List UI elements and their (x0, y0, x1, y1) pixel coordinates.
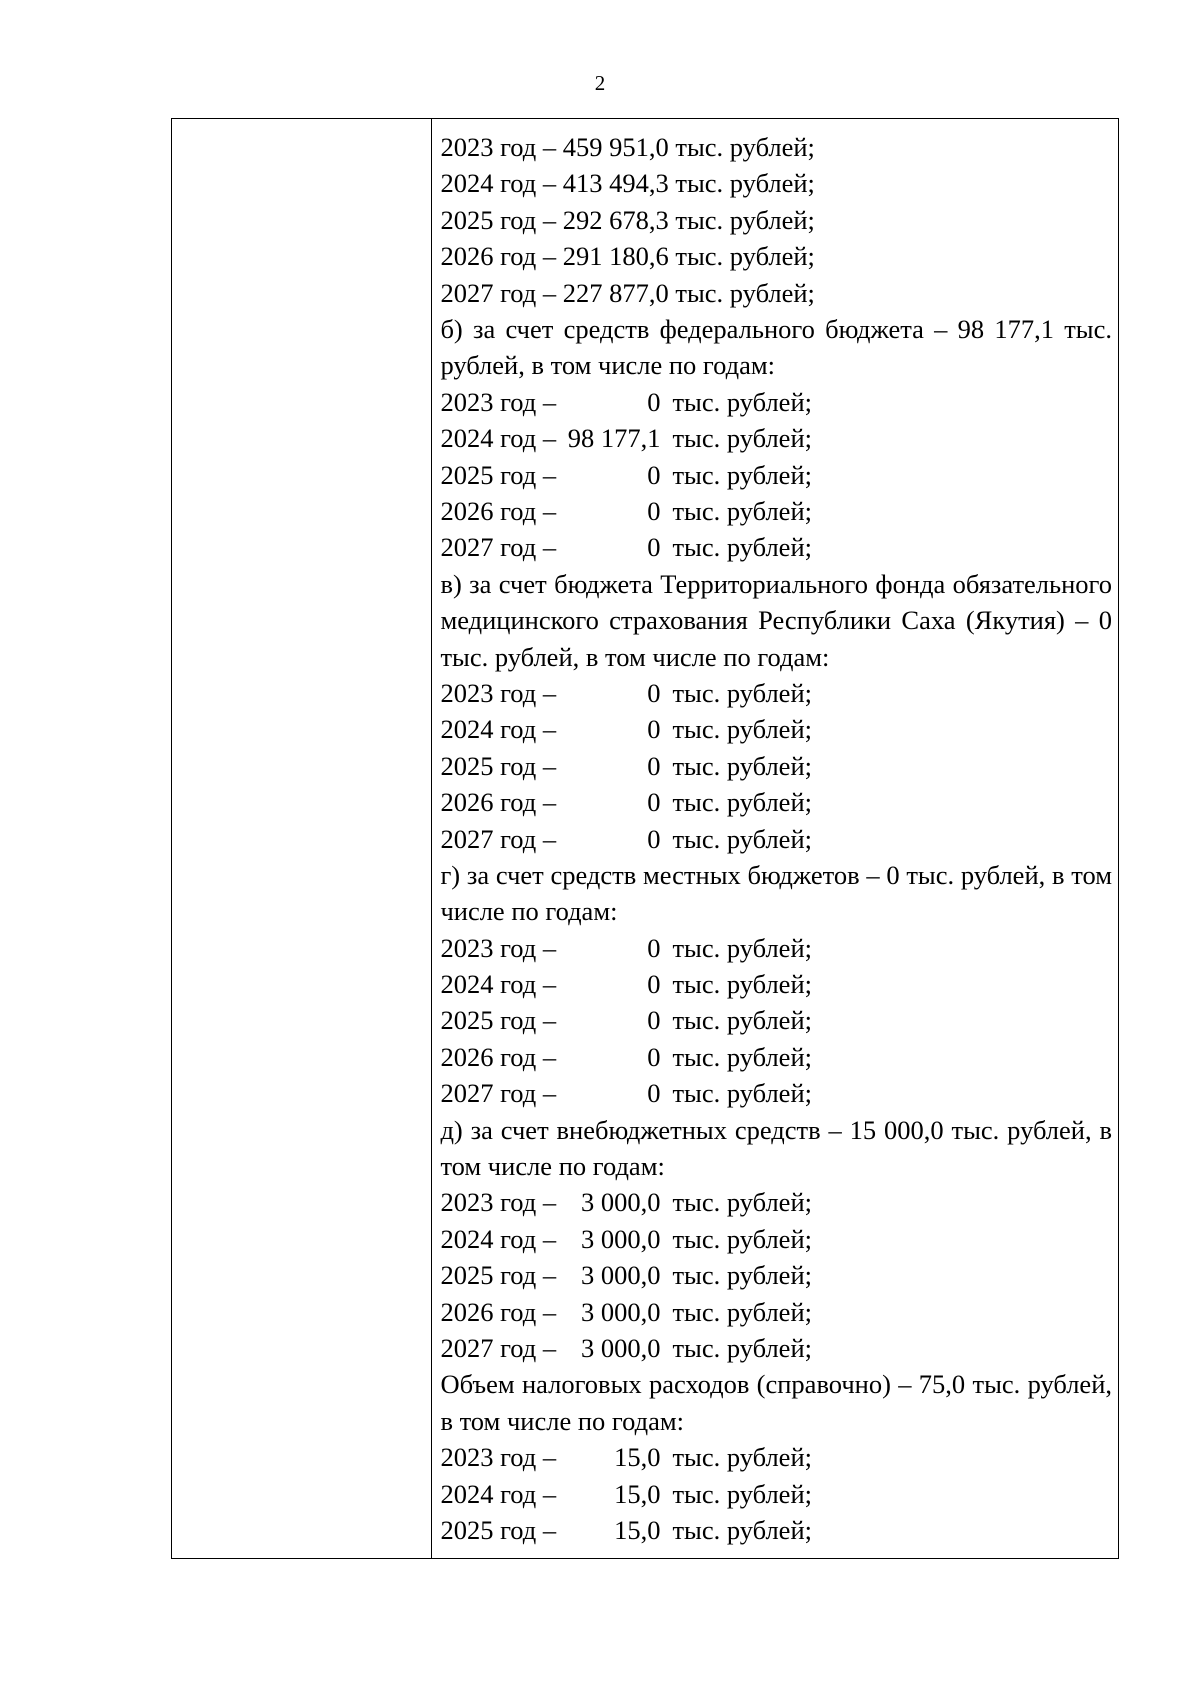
paragraph-tax-expenditures: Объем налоговых расходов (справочно) – 75,0 тыс. рублей, в том числе по годам: (440, 1369, 1112, 1436)
list-item: 2027 год – 227 877,0 тыс. рублей; (440, 277, 815, 308)
list-item: 2027 год – 0 тыс. рублей; (440, 1078, 812, 1109)
list-item: 2024 год – 413 494,3 тыс. рублей; (440, 168, 815, 199)
page-number: 2 (594, 71, 606, 95)
list-item: 2027 год – 0 тыс. рублей; (440, 823, 812, 854)
list-item: 2026 год – 0 тыс. рублей; (440, 787, 812, 818)
paragraph-extrabudgetary: д) за счет внебюджетных средств – 15 000,0 тыс. рублей, в том числе по годам: (440, 1114, 1112, 1182)
list-item: 2024 год – 98 177,1 тыс. рублей; (440, 423, 812, 454)
list-item: 2025 год – 0 тыс. рублей; (440, 459, 812, 490)
list-item: 2023 год – 459 951,0 тыс. рублей; (440, 132, 815, 162)
list-item: 2023 год – 3 000,0 тыс. рублей; (440, 1187, 812, 1218)
list-item: 2023 год – 0 тыс. рублей; (440, 386, 812, 417)
document-table (171, 118, 1119, 1559)
list-item: 2023 год – 15,0 тыс. рублей; (440, 1442, 812, 1473)
list-item: 2026 год – 291 180,6 тыс. рублей; (440, 241, 815, 272)
list-item: 2027 год – 3 000,0 тыс. рублей; (440, 1333, 812, 1364)
list-item: 2025 год – 0 тыс. рублей; (440, 1005, 812, 1036)
list-item: 2023 год – 0 тыс. рублей; (440, 677, 812, 708)
list-item: 2024 год – 15,0 тыс. рублей; (440, 1478, 812, 1509)
list-item: 2025 год – 292 678,3 тыс. рублей; (440, 204, 815, 235)
table-right-cell (432, 119, 1118, 1558)
list-item: 2025 год – 15,0 тыс. рублей; (440, 1515, 812, 1546)
list-item: 2026 год – 3 000,0 тыс. рублей; (440, 1296, 812, 1327)
list-item: 2026 год – 0 тыс. рублей; (440, 495, 812, 526)
list-item: 2024 год – 0 тыс. рублей; (440, 969, 812, 1000)
paragraph-federal-budget: б) за счет средств федерального бюджета – 98 177,1 тыс. рублей, в том числе по годам: (440, 313, 1112, 381)
paragraph-local-budgets: г) за счет средств местных бюджетов – 0 тыс. рублей, в том числе по годам: (440, 859, 1112, 927)
table-left-cell (172, 119, 432, 1558)
list-item: 2023 год – 0 тыс. рублей; (440, 932, 812, 963)
list-item: 2024 год – 3 000,0 тыс. рублей; (440, 1223, 812, 1254)
list-item: 2025 год – 3 000,0 тыс. рублей; (440, 1260, 812, 1291)
list-item: 2027 год – 0 тыс. рублей; (440, 532, 812, 563)
paragraph-insurance-fund: в) за счет бюджета Территориального фонда обязательного медицинского страхования Республики Саха (Якутия) – 0 тыс. рублей, в том числе по годам: (440, 568, 1112, 672)
list-item: 2026 год – 0 тыс. рублей; (440, 1041, 812, 1072)
list-item: 2025 год – 0 тыс. рублей; (440, 750, 812, 781)
list-item: 2024 год – 0 тыс. рублей; (440, 714, 812, 745)
